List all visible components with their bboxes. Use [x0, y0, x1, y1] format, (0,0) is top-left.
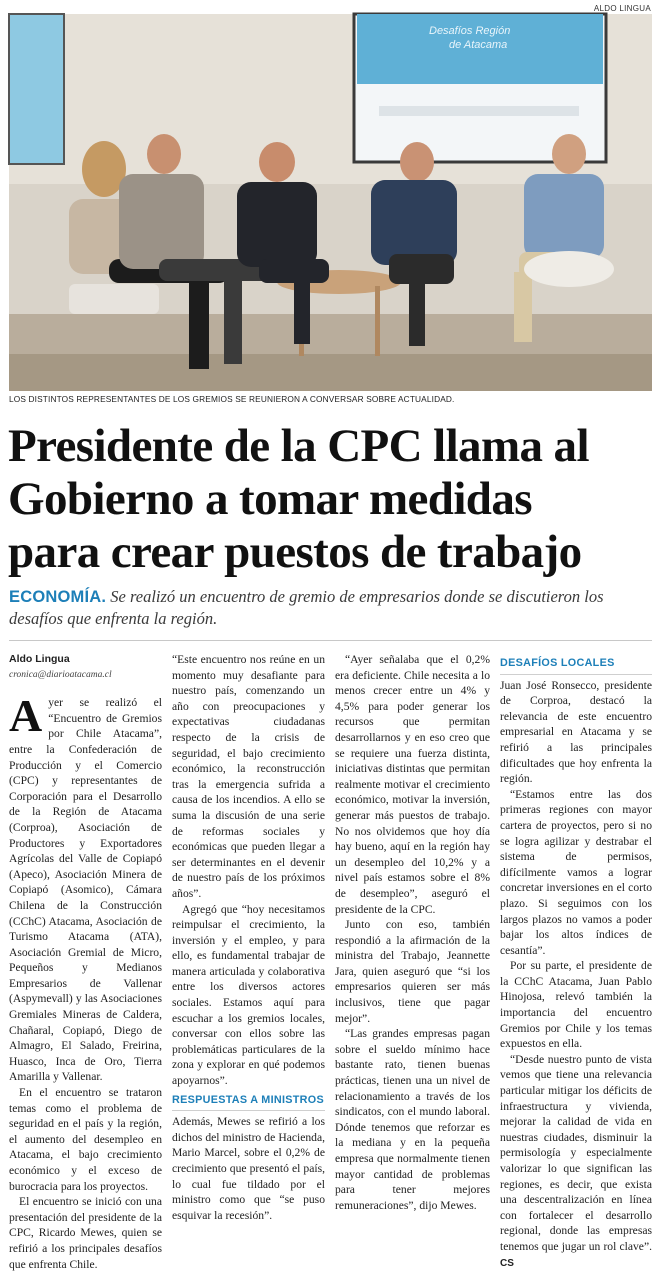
deck-text: Se realizó un encuentro de gremio de empresarios donde se discutieron los desafíos que enfrenta la región. — [9, 587, 604, 628]
paragraph: En el encuentro se trataron temas como el problema de seguridad en el país y la región, el aumento del desempleo en Atacama, el bajo crecimiento económico y el exceso de burocracia para los proyectos. — [9, 1086, 162, 1193]
paragraph-text: “Desde nuestro punto de vista vemos que tiene una relevancia particular mitigar los déficits de infraestructura y vivienda, mejorar la calidad de vida en nuestras ciudades, disminuir la permisología y especialmente valorizar lo que significan las regiones, es decir, que exista una descentralización en línea con fortalecer el desarrollo regional, donde las empresas tenemos que jugar un rol clave”. — [500, 1052, 652, 1253]
column-3 — [335, 652, 490, 1212]
headline — [8, 420, 653, 579]
paragraph: Además, Mewes se refirió a los dichos del ministro de Hacienda, Mario Marcel, sobre el 0,2% de crecimiento que presentó el país, lo cual fue tildado por el ministro como que “se puso esquivar la recesión”. — [172, 1115, 325, 1222]
divider — [9, 640, 652, 641]
headline-line-1: Presidente de la CPC llama al — [8, 420, 589, 472]
column-4 — [500, 652, 652, 1269]
paragraph: “Este encuentro nos reúne en un momento muy desafiante para nuestro país, comenzando un año con preocupaciones y expectativas ciudadanas respecto de la crisis de seguridad, el bajo crecimiento económico, la reconstrucción tras la emergencia sufrida a causa de los incendios. A ello se suma la discusión de una serie de reformas sociales y económicas que pueden llegar a ser determinantes en el devenir de nuestro país de los próximos años”. — [172, 653, 325, 900]
subhead-rule — [500, 674, 652, 675]
paragraph — [500, 1052, 652, 1271]
article-photo — [9, 14, 652, 391]
column-2 — [172, 652, 325, 1222]
end-mark: CS — [500, 1257, 514, 1269]
section-kicker: ECONOMÍA. — [9, 588, 107, 606]
column-1 — [9, 652, 162, 1271]
article-deck — [9, 586, 652, 629]
paragraph: “Ayer señalaba que el 0,2% era deficiente. Chile necesita a lo menos crecer entre un 4% y 4,5% para poder generar los recursos que permitan desarrollarnos y en eso creo que se requiere una fuerza distinta, iniciativas distintas que permitan realmente motivar el crecimiento económico, motivar la inversión, generar más puestos de trabajo. No nos olvidemos que hoy día hay bueno, aquí en la región hay un desempleo del 10,2% y a nivel país estamos sobre el 8% de desempleo”, aseguró el presidente de la CPC. — [335, 653, 490, 916]
paragraph — [9, 690, 162, 1085]
screen-title-line1: Desafíos Región — [429, 25, 511, 37]
paragraph: “Las grandes empresas pagan sobre el sueldo mínimo hace bastante rato, tienen buenas prácticas, tienen una un nivel de relacionamiento a través de los sindicatos, con el mundo laboral. Dónde tenemos que reforzar es la mediana y en la pequeña empresa que normalmente tienen mayor cantidad de problemas para tener mejores remuneraciones”, dijo Mewes. — [335, 1027, 490, 1212]
paragraph: Por su parte, el presidente de la CChC Atacama, Juan Pablo Hinojosa, relevó también la importancia del encuentro Gremios por Chile y los temas expuestos en ella. — [500, 959, 652, 1051]
paragraph: Juan José Ronsecco, presidente de Corproa, destacó la relevancia de este encuentro empresarial en Atacama y se refirió a las principales dificultades que hoy enfrenta la región. — [500, 678, 652, 786]
headline-line-3: para crear puestos de trabajo — [8, 526, 582, 578]
dropcap: A — [9, 690, 43, 742]
headline-line-2: Gobierno a tomar medidas — [8, 473, 532, 525]
byline-name: Aldo Lingua — [9, 653, 70, 665]
subhead-respuestas: RESPUESTAS A MINISTROS — [172, 1093, 324, 1106]
paragraph: “Estamos entre las dos primeras regiones con mayor cartera de proyectos, pero si no se logra agilizar y destrabar el sistema de permisos, difícilmente vamos a lograr concretar inversiones en el corto plazo. Si seguimos con los largos plazos no vamos a poder bajar los altos índices de cesantía”. — [500, 787, 652, 957]
photo-credit: ALDO LINGUA — [593, 4, 651, 13]
paragraph: Agregó que “hoy necesitamos reimpulsar el crecimiento, la inversión y el empleo, y para ello, es fundamental trabajar de manera articulada y colaborativa entre los diversos actores sociales. Estamos aquí para escuchar a los gremios locales, conversar con ellos sobre las problemáticas particulares de la zona y explorar en qué podemos apoyarnos”. — [172, 902, 325, 1088]
byline-email: cronica@diarioatacama.cl — [9, 669, 112, 680]
paragraph-text: yer se realizó el “Encuentro de Gremios por Chile Atacama”, entre la Confederación de Producción y el Comercio (CPC) y representantes de Corporación para el Desarrollo de la Región de Atacama (Corproa), Asociación de Productores y Exportadores Agrícolas del Valle de Copiapó (Apeco), Asociación Minera de Copiapó (Asomico), Cámara Chilena de la Construcción (CChC) Atacama, Asociación de Turismo Atacama (ATA), Asociación Gremial de Micro, Pequeños y Medianos Empresarios de Vallenar (Aspymevall) y las Asociaciones Gremiales Mineras de Caldera, Chañaral, Copiapó, Diego de Almagro, El Salado, Freirina, Huasco, Inca de Oro, Tierra Amarilla y Vallenar. — [9, 696, 162, 1084]
photo-caption: LOS DISTINTOS REPRESENTANTES DE LOS GREMIOS SE REUNIERON A CONVERSAR SOBRE ACTUALIDAD. — [9, 394, 455, 404]
subhead-rule — [172, 1110, 325, 1111]
subhead-desafios: DESAFÍOS LOCALES — [500, 657, 615, 669]
article-body — [9, 652, 652, 1271]
screen-title-line2: de Atacama — [449, 39, 508, 51]
paragraph: Junto con eso, también respondió a la afirmación de la ministra del Trabajo, Jeannette Jara, quien aseguró que “si los empresarios quieren ser más inclusivos, tiene que pagar mejor”. — [335, 918, 490, 1025]
paragraph: El encuentro se inició con una presentación del presidente de la CPC, Ricardo Mewes, quien se refirió a los principales desafíos que enfrenta Chile. — [9, 1195, 162, 1271]
